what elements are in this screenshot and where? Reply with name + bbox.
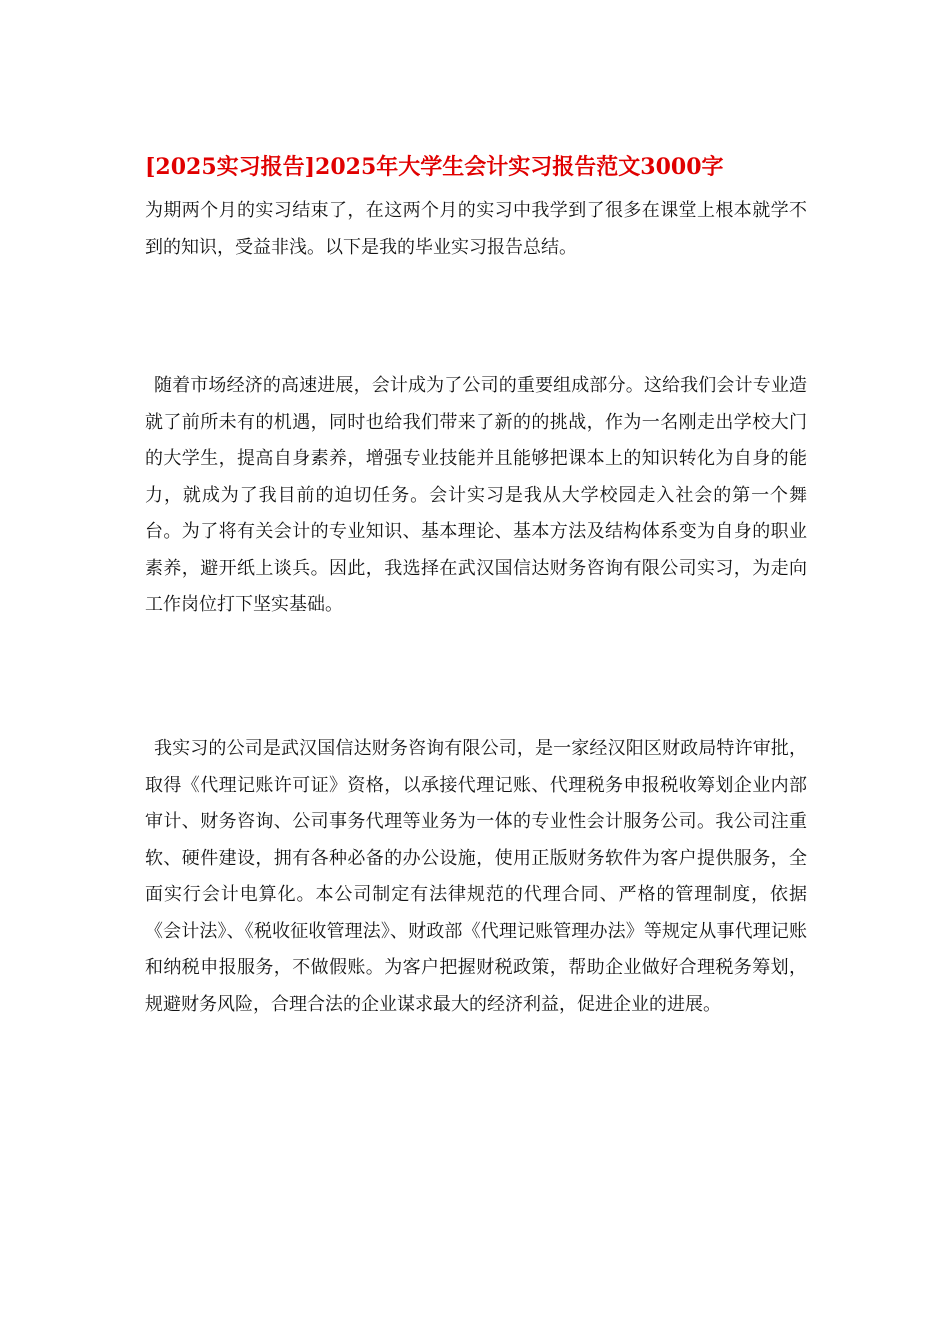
paragraph-intro: 为期两个月的实习结束了，在这两个月的实习中我学到了很多在课堂上根本就学不到的知识，受益非浅。以下是我的毕业实习报告总结。 xyxy=(145,200,807,258)
paragraph-company: 我实习的公司是武汉国信达财务咨询有限公司，是一家经汉阳区财政局特许审批，取得《代理记账许可证》资格，以承接代理记账、代理税务申报税收筹划企业内部审计、财务咨询、公司事务代理等业务为一体的专业性会计服务公司。我公司注重软、硬件建设，拥有各种必备的办公设施，使用正版财务软件为客户提供服务，全面实行会计电算化。本公司制定有法律规范的代理合同、严格的管理制度，依据《会计法》、《税收征收管理法》、财政部《代理记账管理办法》等规定从事代理记账和纳税申报服务，不做假账。为客户把握财税政策，帮助企业做好合理税务筹划，规避财务风险，合理合法的企业谋求最大的经济利益，促进企业的进展。 xyxy=(145,738,807,1015)
paragraph-background: 随着市场经济的高速进展，会计成为了公司的重要组成部分。这给我们会计专业造就了前所未有的机遇，同时也给我们带来了新的的挑战，作为一名刚走出学校大门的大学生，提高自身素养，增强专业技能并且能够把课本上的知识转化为自身的能力，就成为了我目前的迫切任务。会计实习是我从大学校园走入社会的第一个舞台。为了将有关会计的专业知识、基本理论、基本方法及结构体系变为自身的职业素养，避开纸上谈兵。因此，我选择在武汉国信达财务咨询有限公司实习，为走向工作岗位打下坚实基础。 xyxy=(145,375,807,615)
document-title: [2025实习报告]2025年大学生会计实习报告范文3000字 xyxy=(145,154,724,180)
